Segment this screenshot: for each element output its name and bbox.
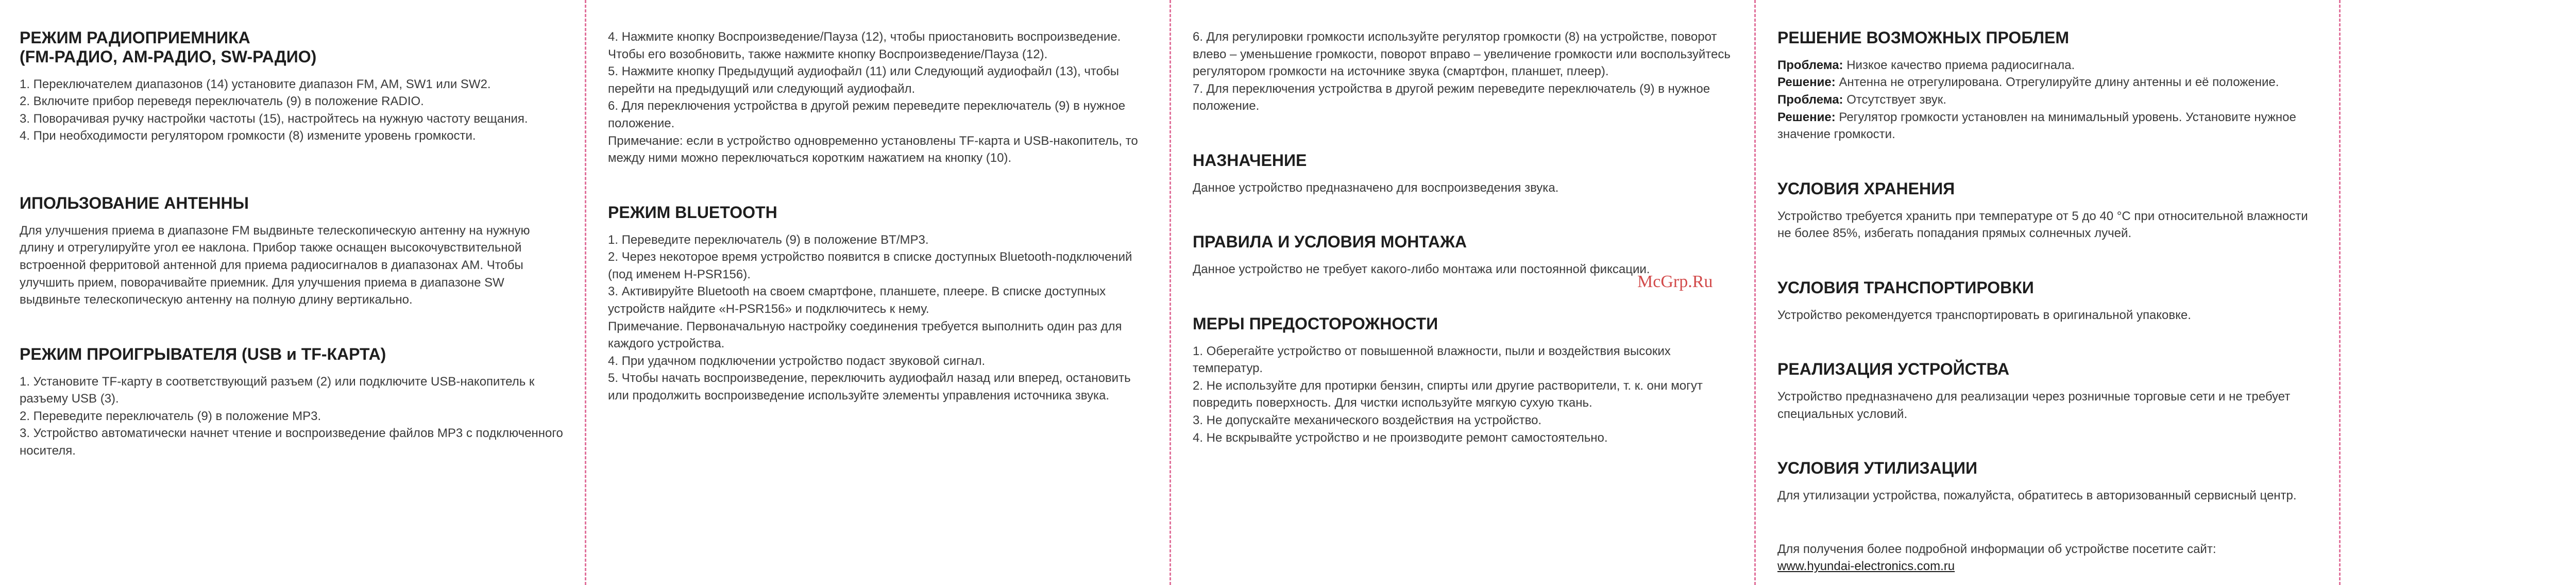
panel-conditions bbox=[1754, 0, 2339, 585]
list-item: Примечание. Первоначальную настройку соединения требуется выполнить один раз для каждого устройства. bbox=[608, 319, 1122, 351]
list-item: 2. Переведите переключатель (9) в положение MP3. bbox=[20, 409, 321, 423]
list-item: 4. Нажмите кнопку Воспроизведение/Пауза (12), чтобы приостановить воспроизведение. Чтобы его возобновить, также нажмите кнопку Воспроизведение/Пауза (12). bbox=[608, 30, 1121, 61]
transport-title: УСЛОВИЯ ТРАНСПОРТИРОВКИ bbox=[1777, 278, 2034, 297]
more-info-text: Для получения более подробной информации об устройстве посетите сайт: bbox=[1777, 542, 2216, 556]
panel-radio bbox=[0, 0, 585, 585]
antenna-text: Для улучшения приема в диапазоне FM выдвиньте телескопическую антенну на нужную длину и отрегулируйте угол ее наклона. Прибор также оснащен высокочувствительной встроенной ферритовой антенной для приема радиосигналов в диапазонах АМ. Чтобы улучшить прием, поворачивайте приемник. Для улучшения приема в диапазоне SW выдвиньте телескопическую антенну на полную длину вертикально. bbox=[20, 223, 530, 307]
list-item: 3. Активируйте Bluetooth на своем смартфоне, планшете, плеере. В списке доступных устройств найдите «H-PSR156» и подключитесь к нему. bbox=[608, 285, 1106, 316]
list-item: Примечание: если в устройство одновременно установлены TF-карта и USB-накопитель, то между ними можно переключаться коротким нажатием на кнопку (10). bbox=[608, 133, 1138, 165]
antenna-title: ИПОЛЬЗОВАНИЕ АНТЕННЫ bbox=[20, 193, 249, 212]
list-item: 2. Через некоторое время устройство появится в списке доступных Bluetooth-подключений (под именем H-PSR156). bbox=[608, 250, 1132, 281]
problem-label: Проблема: bbox=[1777, 92, 1843, 107]
sale-text: Устройство предназначено для реализации через розничные торговые сети и не требует специальных условий. bbox=[1777, 389, 2291, 421]
storage-title: УСЛОВИЯ ХРАНЕНИЯ bbox=[1777, 179, 1955, 198]
list-item: 6. Для переключения устройства в другой режим переведите переключатель (9) в нужное положение. bbox=[608, 99, 1126, 130]
list-item: 3. Поворачивая ручку настройки частоты (15), настройтесь на нужную частоту вещания. bbox=[20, 111, 528, 126]
solution-label: Решение: bbox=[1777, 75, 1836, 90]
bluetooth-title: РЕЖИМ BLUETOOTH bbox=[608, 203, 777, 222]
list-item: 5. Нажмите кнопку Предыдущий аудиофайл (11) или Следующий аудиофайл (13), чтобы перейти на предыдущий или следующий аудиофайл. bbox=[608, 64, 1119, 96]
list-item bbox=[1777, 74, 2318, 91]
solution-text: Антенна не отрегулирована. Отрегулируйте длину антенны и её положение. bbox=[1835, 75, 2279, 90]
sale-title: РЕАЛИЗАЦИЯ УСТРОЙСТВА bbox=[1777, 360, 2010, 379]
list-item: 1. Переключателем диапазонов (14) установите диапазон FM, AM, SW1 или SW2. bbox=[20, 77, 491, 91]
fold-line bbox=[1754, 0, 1756, 585]
problem-label: Проблема: bbox=[1777, 58, 1843, 72]
purpose-title: НАЗНАЧЕНИЕ bbox=[1193, 151, 1307, 170]
transport-text: Устройство рекомендуется транспортировать в оригинальной упаковке. bbox=[1777, 308, 2191, 322]
fold-line bbox=[1170, 0, 1171, 585]
list-item: 1. Переведите переключатель (9) в положение BT/MP3. bbox=[608, 232, 929, 247]
panel-usage bbox=[1170, 0, 1754, 585]
problem-text: Низкое качество приема радиосигнала. bbox=[1843, 58, 2075, 72]
purpose-text: Данное устройство предназначено для воспроизведения звука. bbox=[1193, 180, 1559, 195]
list-item: 3. Устройство автоматически начнет чтение и воспроизведение файлов MP3 с подключенного носителя. bbox=[20, 426, 563, 458]
usb-title: РЕЖИМ ПРОИГРЫВАТЕЛЯ (USB и TF-КАРТА) bbox=[20, 344, 386, 363]
list-item: 1. Установите TF-карту в соответствующий разъем (2) или подключите USB-накопитель к разъему USB (3). bbox=[20, 374, 535, 406]
solution-text: Регулятор громкости установлен на минимальный уровень. Установите нужное значение громкости. bbox=[1777, 110, 2296, 142]
list-item: 1. Оберегайте устройство от повышенной влажности, пыли и воздействия высоких температур. bbox=[1193, 344, 1671, 376]
list-item: 5. Чтобы начать воспроизведение, переключить аудиофайл назад или вперед, остановить или продолжить воспроизведение используйте элементы управления источника звука. bbox=[608, 371, 1131, 403]
watermark: McGrp.Ru bbox=[1637, 272, 1713, 291]
disposal-title: УСЛОВИЯ УТИЛИЗАЦИИ bbox=[1777, 459, 1977, 478]
fold-line bbox=[585, 0, 586, 585]
solution-label: Решение: bbox=[1777, 110, 1836, 124]
list-item: 7. Для переключения устройства в другой режим переведите переключатель (9) в нужное положение. bbox=[1193, 81, 1710, 113]
volume-steps bbox=[1193, 28, 1734, 115]
problem-text: Отсутствует звук. bbox=[1843, 92, 1946, 107]
list-item bbox=[1777, 91, 2318, 109]
list-item bbox=[1777, 109, 2318, 143]
list-item: 4. При необходимости регулятором громкости (8) измените уровень громкости. bbox=[20, 129, 476, 143]
list-item bbox=[1777, 57, 2318, 74]
playback-steps bbox=[608, 28, 1149, 167]
fold-line bbox=[2339, 0, 2341, 585]
mount-text: Данное устройство не требует какого-либо монтажа или постоянной фиксации. bbox=[1193, 262, 1650, 277]
trouble-list bbox=[1777, 57, 2318, 143]
website-link[interactable]: www.hyundai-electronics.com.ru bbox=[1777, 559, 1955, 574]
panel-playback bbox=[585, 0, 1170, 585]
usb-steps bbox=[20, 373, 564, 460]
trouble-title: РЕШЕНИЕ ВОЗМОЖНЫХ ПРОБЛЕМ bbox=[1777, 28, 2069, 47]
radio-title: РЕЖИМ РАДИОПРИЕМНИКА (FM-РАДИО, AM-РАДИО, SW-РАДИО) bbox=[20, 28, 317, 66]
disposal-text: Для утилизации устройства, пожалуйста, обратитесь в авторизованный сервисный центр. bbox=[1777, 488, 2297, 503]
list-item: 2. Включите прибор переведя переключатель (9) в положение RADIO. bbox=[20, 94, 424, 109]
panel-blank bbox=[2339, 0, 2576, 585]
list-item: 2. Не используйте для протирки бензин, спирты или другие растворители, т. к. они могут повредить поверхность. Для чистки используйте мягкую сухую ткань. bbox=[1193, 378, 1703, 410]
list-item: 4. При удачном подключении устройство подаст звуковой сигнал. bbox=[608, 354, 986, 368]
list-item: 3. Не допускайте механического воздействия на устройство. bbox=[1193, 413, 1542, 427]
list-item: 6. Для регулировки громкости используйте регулятор громкости (8) на устройстве, поворот влево – уменьшение громкости, поворот вправо – увеличение громкости или воспользуйтесь регулятором громкости на источнике звука (смартфон, планшет, плеер). bbox=[1193, 30, 1731, 79]
mount-title: ПРАВИЛА И УСЛОВИЯ МОНТАЖА bbox=[1193, 232, 1467, 252]
safety-steps bbox=[1193, 343, 1734, 447]
bluetooth-steps bbox=[608, 231, 1149, 405]
safety-title: МЕРЫ ПРЕДОСТОРОЖНОСТИ bbox=[1193, 314, 1438, 333]
radio-steps bbox=[20, 76, 564, 145]
list-item: 4. Не вскрывайте устройство и не производите ремонт самостоятельно. bbox=[1193, 430, 1608, 445]
storage-text: Устройство требуется хранить при температуре от 5 до 40 °С при относительной влажности не более 85%, избегать попадания прямых солнечных лучей. bbox=[1777, 209, 2308, 241]
